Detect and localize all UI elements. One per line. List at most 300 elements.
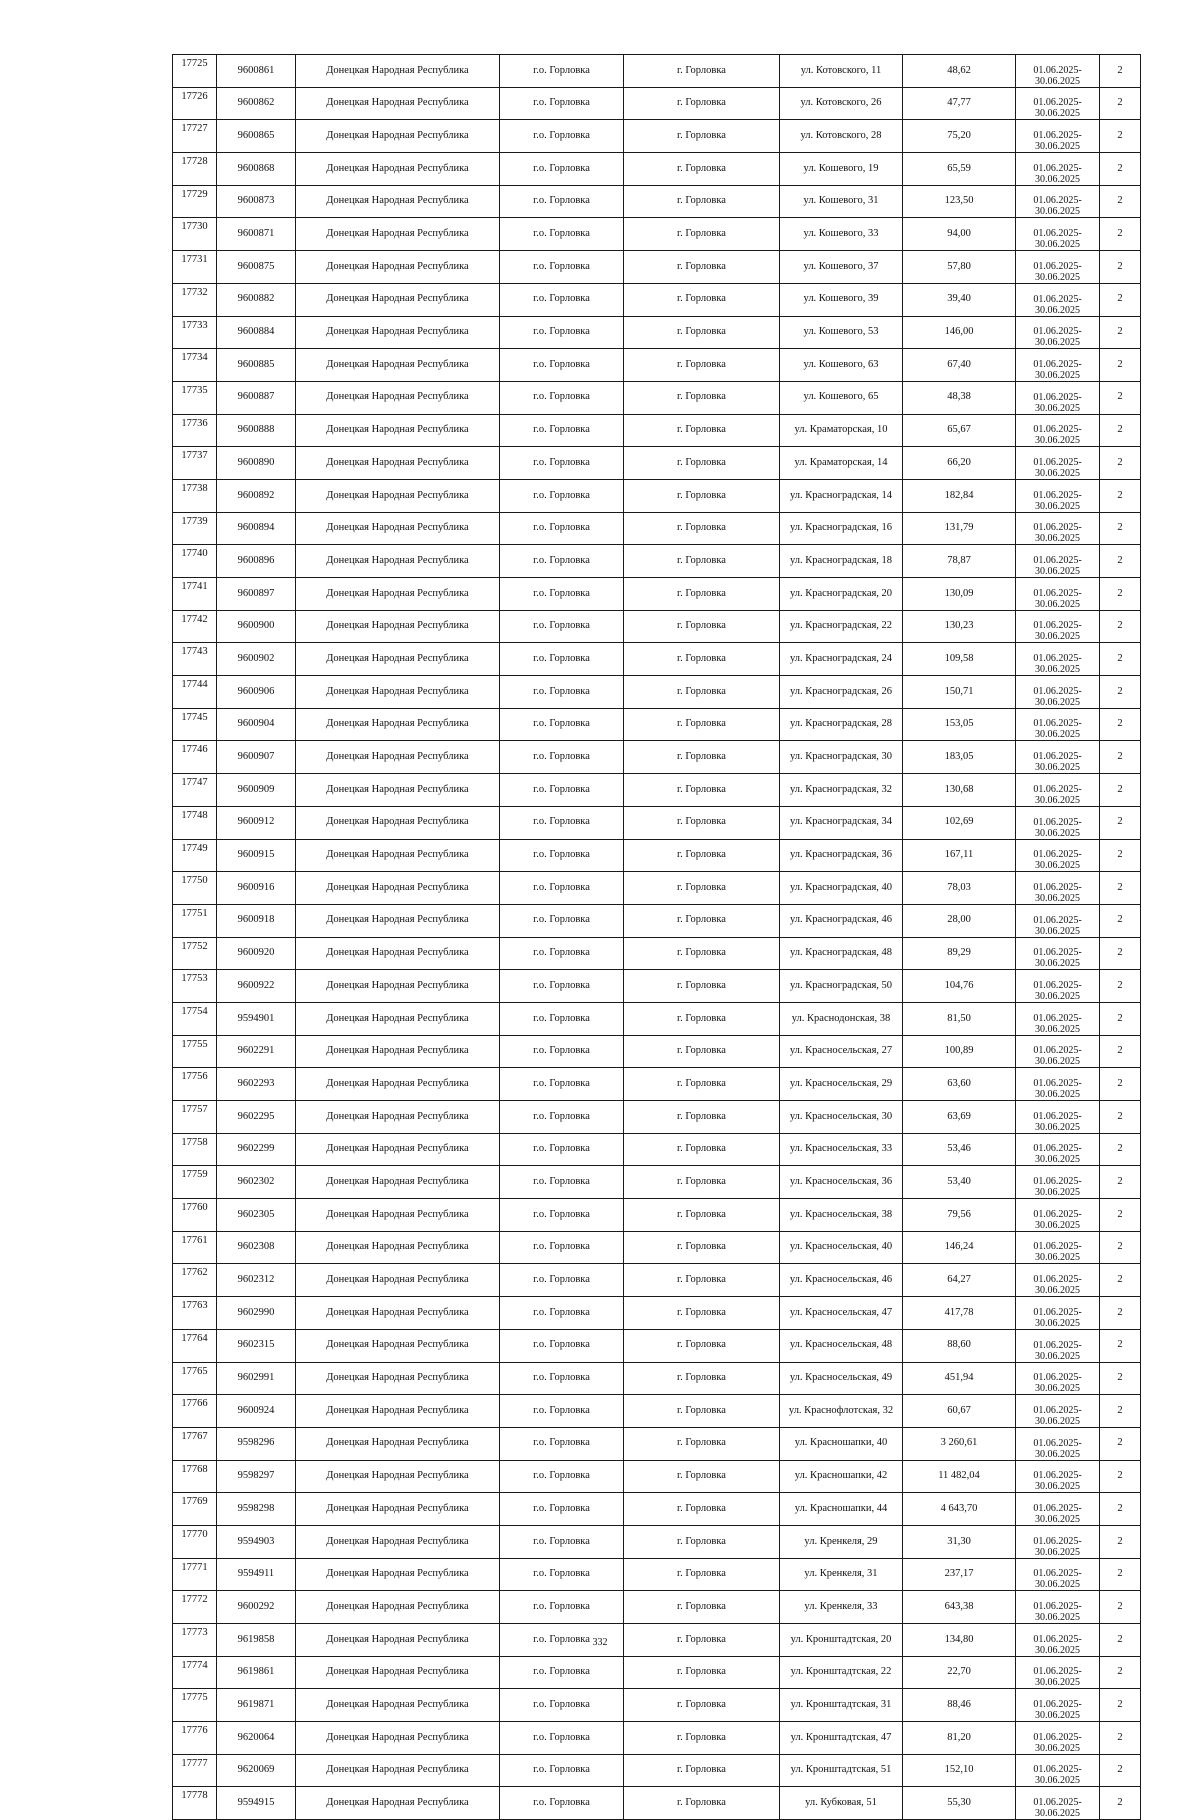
period-end: 30.06.2025: [1035, 1513, 1080, 1525]
row-number-cell: 17746: [173, 741, 217, 774]
city-cell: г. Горловка: [624, 512, 780, 545]
address-cell: ул. Кронштадтская, 20: [780, 1624, 903, 1657]
count-cell: 2: [1100, 1787, 1141, 1820]
district-cell: г.о. Горловка: [500, 1558, 624, 1591]
period-start: 01.06.2025-: [1033, 326, 1082, 338]
table-row: [173, 1101, 1141, 1134]
period-cell: [1016, 1297, 1100, 1330]
row-number-cell: 17749: [173, 839, 217, 872]
period-cell: [1016, 1264, 1100, 1297]
district-cell: г.о. Горловка: [500, 1166, 624, 1199]
region-cell: Донецкая Народная Республика: [296, 937, 500, 970]
region-cell: Донецкая Народная Республика: [296, 545, 500, 578]
row-number-cell: 17766: [173, 1395, 217, 1428]
address-cell: ул. Красносельская, 30: [780, 1101, 903, 1134]
address-cell: ул. Кошевого, 53: [780, 316, 903, 349]
city-cell: г. Горловка: [624, 55, 780, 88]
city-cell: г. Горловка: [624, 1264, 780, 1297]
address-cell: ул. Красноградская, 26: [780, 676, 903, 709]
row-number-cell: 17763: [173, 1297, 217, 1330]
district-cell: г.о. Горловка: [500, 1754, 624, 1787]
district-cell: г.о. Горловка: [500, 153, 624, 186]
object-code-cell: 9594903: [217, 1525, 296, 1558]
period-end: 30.06.2025: [1035, 664, 1080, 676]
object-code-cell: 9600887: [217, 381, 296, 414]
period-cell: [1016, 708, 1100, 741]
period-end: 30.06.2025: [1035, 271, 1080, 283]
region-cell: Донецкая Народная Республика: [296, 479, 500, 512]
city-cell: г. Горловка: [624, 610, 780, 643]
address-cell: ул. Котовского, 11: [780, 55, 903, 88]
value-cell: 65,67: [903, 414, 1016, 447]
period-end: 30.06.2025: [1035, 925, 1080, 937]
region-cell: Донецкая Народная Республика: [296, 120, 500, 153]
count-cell: 2: [1100, 610, 1141, 643]
row-number-cell: 17730: [173, 218, 217, 251]
table-row: [173, 381, 1141, 414]
row-number-cell: 17756: [173, 1068, 217, 1101]
period-end: 30.06.2025: [1035, 435, 1080, 447]
address-cell: ул. Красноградская, 14: [780, 479, 903, 512]
value-cell: 167,11: [903, 839, 1016, 872]
object-code-cell: 9600875: [217, 251, 296, 284]
row-number-cell: 17745: [173, 708, 217, 741]
address-cell: ул. Кошевого, 31: [780, 185, 903, 218]
period-end: 30.06.2025: [1035, 239, 1080, 251]
table-row: [173, 708, 1141, 741]
period-start: 01.06.2025-: [1033, 1110, 1082, 1122]
period-end: 30.06.2025: [1035, 369, 1080, 381]
district-cell: г.о. Горловка: [500, 1133, 624, 1166]
period-end: 30.06.2025: [1035, 1187, 1080, 1199]
district-cell: г.о. Горловка: [500, 741, 624, 774]
address-cell: ул. Кошевого, 37: [780, 251, 903, 284]
period-end: 30.06.2025: [1035, 1154, 1080, 1166]
district-cell: г.о. Горловка: [500, 414, 624, 447]
row-number-cell: 17759: [173, 1166, 217, 1199]
district-cell: г.о. Горловка: [500, 1427, 624, 1460]
address-cell: ул. Красносельская, 38: [780, 1199, 903, 1232]
table-row: [173, 55, 1141, 88]
district-cell: г.о. Горловка: [500, 1231, 624, 1264]
period-start: 01.06.2025-: [1033, 456, 1082, 468]
region-cell: Донецкая Народная Республика: [296, 1199, 500, 1232]
period-start: 01.06.2025-: [1033, 358, 1082, 370]
district-cell: г.о. Горловка: [500, 676, 624, 709]
address-cell: ул. Красноградская, 24: [780, 643, 903, 676]
period-start: 01.06.2025-: [1033, 1535, 1082, 1547]
period-end: 30.06.2025: [1035, 1710, 1080, 1722]
table-row: [173, 970, 1141, 1003]
table-row: [173, 1722, 1141, 1755]
district-cell: г.о. Горловка: [500, 1199, 624, 1232]
region-cell: Донецкая Народная Республика: [296, 1101, 500, 1134]
period-end: 30.06.2025: [1035, 1579, 1080, 1591]
period-start: 01.06.2025-: [1033, 522, 1082, 534]
period-start: 01.06.2025-: [1033, 979, 1082, 991]
address-cell: ул. Красноградская, 34: [780, 806, 903, 839]
district-cell: г.о. Горловка: [500, 806, 624, 839]
count-cell: 2: [1100, 1264, 1141, 1297]
district-cell: г.о. Горловка: [500, 447, 624, 480]
count-cell: 2: [1100, 185, 1141, 218]
address-cell: ул. Кронштадтская, 51: [780, 1754, 903, 1787]
period-start: 01.06.2025-: [1033, 1372, 1082, 1384]
city-cell: г. Горловка: [624, 708, 780, 741]
address-cell: ул. Краснофлотская, 32: [780, 1395, 903, 1428]
region-cell: Донецкая Народная Республика: [296, 1493, 500, 1526]
value-cell: 64,27: [903, 1264, 1016, 1297]
value-cell: 183,05: [903, 741, 1016, 774]
table-row: [173, 1199, 1141, 1232]
object-code-cell: 9600873: [217, 185, 296, 218]
city-cell: г. Горловка: [624, 1231, 780, 1264]
count-cell: 2: [1100, 904, 1141, 937]
period-cell: [1016, 1754, 1100, 1787]
object-code-cell: 9598296: [217, 1427, 296, 1460]
table-row: [173, 1002, 1141, 1035]
address-cell: ул. Краматорская, 14: [780, 447, 903, 480]
address-cell: ул. Красноградская, 48: [780, 937, 903, 970]
row-number-cell: 17751: [173, 904, 217, 937]
period-end: 30.06.2025: [1035, 500, 1080, 512]
value-cell: 237,17: [903, 1558, 1016, 1591]
period-start: 01.06.2025-: [1033, 620, 1082, 632]
count-cell: 2: [1100, 839, 1141, 872]
period-start: 01.06.2025-: [1033, 130, 1082, 142]
value-cell: 28,00: [903, 904, 1016, 937]
region-cell: Донецкая Народная Республика: [296, 708, 500, 741]
region-cell: Донецкая Народная Республика: [296, 610, 500, 643]
count-cell: 2: [1100, 806, 1141, 839]
period-start: 01.06.2025-: [1033, 1339, 1082, 1351]
table-row: [173, 120, 1141, 153]
period-cell: [1016, 1002, 1100, 1035]
period-cell: [1016, 937, 1100, 970]
count-cell: 2: [1100, 1199, 1141, 1232]
row-number-cell: 17774: [173, 1656, 217, 1689]
table-row: [173, 414, 1141, 447]
region-cell: Донецкая Народная Республика: [296, 1002, 500, 1035]
address-cell: ул. Красносельская, 40: [780, 1231, 903, 1264]
address-cell: ул. Красносельская, 49: [780, 1362, 903, 1395]
count-cell: 2: [1100, 1166, 1141, 1199]
district-cell: г.о. Горловка: [500, 970, 624, 1003]
region-cell: Донецкая Народная Республика: [296, 643, 500, 676]
region-cell: Донецкая Народная Республика: [296, 1395, 500, 1428]
row-number-cell: 17739: [173, 512, 217, 545]
city-cell: г. Горловка: [624, 153, 780, 186]
value-cell: 152,10: [903, 1754, 1016, 1787]
row-number-cell: 17734: [173, 349, 217, 382]
period-end: 30.06.2025: [1035, 337, 1080, 349]
period-cell: [1016, 1231, 1100, 1264]
period-start: 01.06.2025-: [1033, 947, 1082, 959]
object-code-cell: 9598297: [217, 1460, 296, 1493]
object-code-cell: 9600907: [217, 741, 296, 774]
period-start: 01.06.2025-: [1033, 489, 1082, 501]
period-cell: [1016, 545, 1100, 578]
count-cell: 2: [1100, 1068, 1141, 1101]
value-cell: 88,60: [903, 1329, 1016, 1362]
city-cell: г. Горловка: [624, 1101, 780, 1134]
period-start: 01.06.2025-: [1033, 1731, 1082, 1743]
region-cell: Донецкая Народная Республика: [296, 1460, 500, 1493]
period-end: 30.06.2025: [1035, 1089, 1080, 1100]
object-code-cell: 9600912: [217, 806, 296, 839]
city-cell: г. Горловка: [624, 904, 780, 937]
address-cell: ул. Краматорская, 10: [780, 414, 903, 447]
period-cell: [1016, 1460, 1100, 1493]
period-start: 01.06.2025-: [1033, 162, 1082, 174]
value-cell: 47,77: [903, 87, 1016, 120]
count-cell: 2: [1100, 1231, 1141, 1264]
address-cell: ул. Красносельская, 33: [780, 1133, 903, 1166]
count-cell: 2: [1100, 643, 1141, 676]
row-number-cell: 17754: [173, 1002, 217, 1035]
address-cell: ул. Кронштадтская, 22: [780, 1656, 903, 1689]
value-cell: 48,62: [903, 55, 1016, 88]
period-cell: [1016, 1362, 1100, 1395]
region-cell: Донецкая Народная Республика: [296, 1624, 500, 1657]
value-cell: 31,30: [903, 1525, 1016, 1558]
count-cell: 2: [1100, 349, 1141, 382]
object-code-cell: 9600909: [217, 774, 296, 807]
count-cell: 2: [1100, 1722, 1141, 1755]
table-row: [173, 643, 1141, 676]
count-cell: 2: [1100, 1297, 1141, 1330]
row-number-cell: 17742: [173, 610, 217, 643]
city-cell: г. Горловка: [624, 414, 780, 447]
period-start: 01.06.2025-: [1033, 391, 1082, 403]
period-start: 01.06.2025-: [1033, 1699, 1082, 1711]
row-number-cell: 17755: [173, 1035, 217, 1068]
city-cell: г. Горловка: [624, 251, 780, 284]
row-number-cell: 17761: [173, 1231, 217, 1264]
value-cell: 102,69: [903, 806, 1016, 839]
city-cell: г. Горловка: [624, 381, 780, 414]
row-number-cell: 17777: [173, 1754, 217, 1787]
value-cell: 3 260,61: [903, 1427, 1016, 1460]
table-row: [173, 1525, 1141, 1558]
region-cell: Донецкая Народная Республика: [296, 839, 500, 872]
object-code-cell: 9600902: [217, 643, 296, 676]
table-row: [173, 479, 1141, 512]
count-cell: 2: [1100, 1133, 1141, 1166]
table-row: [173, 839, 1141, 872]
value-cell: 153,05: [903, 708, 1016, 741]
object-code-cell: 9602991: [217, 1362, 296, 1395]
city-cell: г. Горловка: [624, 1493, 780, 1526]
table-row: [173, 545, 1141, 578]
period-end: 30.06.2025: [1035, 1775, 1080, 1787]
period-end: 30.06.2025: [1035, 206, 1080, 218]
region-cell: Донецкая Народная Республика: [296, 1068, 500, 1101]
district-cell: г.о. Горловка: [500, 937, 624, 970]
object-code-cell: 9600861: [217, 55, 296, 88]
address-cell: ул. Красноградская, 50: [780, 970, 903, 1003]
count-cell: 2: [1100, 1689, 1141, 1722]
city-cell: г. Горловка: [624, 283, 780, 316]
region-cell: Донецкая Народная Республика: [296, 1231, 500, 1264]
period-end: 30.06.2025: [1035, 108, 1080, 120]
district-cell: г.о. Горловка: [500, 1329, 624, 1362]
period-end: 30.06.2025: [1035, 1383, 1080, 1395]
period-start: 01.06.2025-: [1033, 1764, 1082, 1776]
period-cell: [1016, 1787, 1100, 1820]
value-cell: 146,00: [903, 316, 1016, 349]
period-start: 01.06.2025-: [1033, 1633, 1082, 1645]
period-end: 30.06.2025: [1035, 1546, 1080, 1558]
count-cell: 2: [1100, 87, 1141, 120]
region-cell: Донецкая Народная Республика: [296, 349, 500, 382]
period-end: 30.06.2025: [1035, 1285, 1080, 1297]
period-end: 30.06.2025: [1035, 892, 1080, 904]
period-start: 01.06.2025-: [1033, 195, 1082, 207]
value-cell: 79,56: [903, 1199, 1016, 1232]
table-row: [173, 741, 1141, 774]
object-code-cell: 9600897: [217, 578, 296, 611]
object-code-cell: 9620064: [217, 1722, 296, 1755]
period-end: 30.06.2025: [1035, 1612, 1080, 1623]
count-cell: 2: [1100, 120, 1141, 153]
value-cell: 78,87: [903, 545, 1016, 578]
address-cell: ул. Красноградская, 28: [780, 708, 903, 741]
city-cell: г. Горловка: [624, 316, 780, 349]
region-cell: Донецкая Народная Республика: [296, 87, 500, 120]
table-row: [173, 1362, 1141, 1395]
period-cell: [1016, 1689, 1100, 1722]
period-cell: [1016, 316, 1100, 349]
city-cell: г. Горловка: [624, 676, 780, 709]
city-cell: г. Горловка: [624, 741, 780, 774]
period-start: 01.06.2025-: [1033, 1797, 1082, 1809]
period-cell: [1016, 1133, 1100, 1166]
row-number-cell: 17750: [173, 872, 217, 905]
count-cell: 2: [1100, 153, 1141, 186]
address-cell: ул. Красноградская, 20: [780, 578, 903, 611]
object-code-cell: 9600868: [217, 153, 296, 186]
district-cell: г.о. Горловка: [500, 349, 624, 382]
period-end: 30.06.2025: [1035, 1644, 1080, 1656]
region-cell: Донецкая Народная Республика: [296, 1427, 500, 1460]
period-end: 30.06.2025: [1035, 75, 1080, 87]
object-code-cell: 9600916: [217, 872, 296, 905]
region-cell: Донецкая Народная Республика: [296, 1362, 500, 1395]
row-number-cell: 17753: [173, 970, 217, 1003]
period-cell: [1016, 1101, 1100, 1134]
value-cell: 89,29: [903, 937, 1016, 970]
district-cell: г.о. Горловка: [500, 251, 624, 284]
value-cell: 63,60: [903, 1068, 1016, 1101]
period-cell: [1016, 1558, 1100, 1591]
period-end: 30.06.2025: [1035, 1219, 1080, 1231]
object-code-cell: 9602312: [217, 1264, 296, 1297]
city-cell: г. Горловка: [624, 643, 780, 676]
period-end: 30.06.2025: [1035, 1023, 1080, 1035]
district-cell: г.о. Горловка: [500, 904, 624, 937]
table-row: [173, 610, 1141, 643]
period-end: 30.06.2025: [1035, 1350, 1080, 1362]
city-cell: г. Горловка: [624, 218, 780, 251]
region-cell: Донецкая Народная Республика: [296, 1264, 500, 1297]
count-cell: 2: [1100, 1035, 1141, 1068]
count-cell: 2: [1100, 872, 1141, 905]
period-start: 01.06.2025-: [1033, 783, 1082, 795]
region-cell: Донецкая Народная Республика: [296, 381, 500, 414]
period-cell: [1016, 87, 1100, 120]
value-cell: 131,79: [903, 512, 1016, 545]
city-cell: г. Горловка: [624, 774, 780, 807]
region-cell: Донецкая Народная Республика: [296, 1329, 500, 1362]
object-code-cell: 9602990: [217, 1297, 296, 1330]
period-start: 01.06.2025-: [1033, 751, 1082, 763]
value-cell: 146,24: [903, 1231, 1016, 1264]
object-code-cell: 9600900: [217, 610, 296, 643]
row-number-cell: 17725: [173, 55, 217, 88]
value-cell: 63,69: [903, 1101, 1016, 1134]
city-cell: г. Горловка: [624, 839, 780, 872]
period-start: 01.06.2025-: [1033, 914, 1082, 926]
period-end: 30.06.2025: [1035, 958, 1080, 970]
district-cell: г.о. Горловка: [500, 1362, 624, 1395]
object-code-cell: 9600892: [217, 479, 296, 512]
city-cell: г. Горловка: [624, 1329, 780, 1362]
period-end: 30.06.2025: [1035, 827, 1080, 839]
value-cell: 104,76: [903, 970, 1016, 1003]
row-number-cell: 17747: [173, 774, 217, 807]
count-cell: 2: [1100, 512, 1141, 545]
period-cell: [1016, 1525, 1100, 1558]
table-row: [173, 153, 1141, 186]
row-number-cell: 17775: [173, 1689, 217, 1722]
period-cell: [1016, 610, 1100, 643]
count-cell: 2: [1100, 283, 1141, 316]
table-row: [173, 1133, 1141, 1166]
row-number-cell: 17762: [173, 1264, 217, 1297]
object-code-cell: 9600862: [217, 87, 296, 120]
count-cell: 2: [1100, 1362, 1141, 1395]
address-cell: ул. Красноградская, 40: [780, 872, 903, 905]
count-cell: 2: [1100, 251, 1141, 284]
value-cell: 39,40: [903, 283, 1016, 316]
value-cell: 150,71: [903, 676, 1016, 709]
table-row: [173, 904, 1141, 937]
table-row: [173, 1689, 1141, 1722]
city-cell: г. Горловка: [624, 1199, 780, 1232]
period-start: 01.06.2025-: [1033, 653, 1082, 665]
count-cell: 2: [1100, 1591, 1141, 1624]
city-cell: г. Горловка: [624, 1002, 780, 1035]
period-end: 30.06.2025: [1035, 566, 1080, 577]
period-end: 30.06.2025: [1035, 141, 1080, 153]
count-cell: 2: [1100, 708, 1141, 741]
address-cell: ул. Кошевого, 63: [780, 349, 903, 382]
table-row: [173, 1231, 1141, 1264]
count-cell: 2: [1100, 316, 1141, 349]
city-cell: г. Горловка: [624, 970, 780, 1003]
address-cell: ул. Красносельская, 27: [780, 1035, 903, 1068]
table-row: [173, 87, 1141, 120]
city-cell: г. Горловка: [624, 1787, 780, 1820]
count-cell: 2: [1100, 1395, 1141, 1428]
table-row: [173, 1035, 1141, 1068]
period-end: 30.06.2025: [1035, 1121, 1080, 1133]
period-end: 30.06.2025: [1035, 1481, 1080, 1493]
row-number-cell: 17769: [173, 1493, 217, 1526]
district-cell: г.о. Горловка: [500, 872, 624, 905]
table-row: [173, 1297, 1141, 1330]
